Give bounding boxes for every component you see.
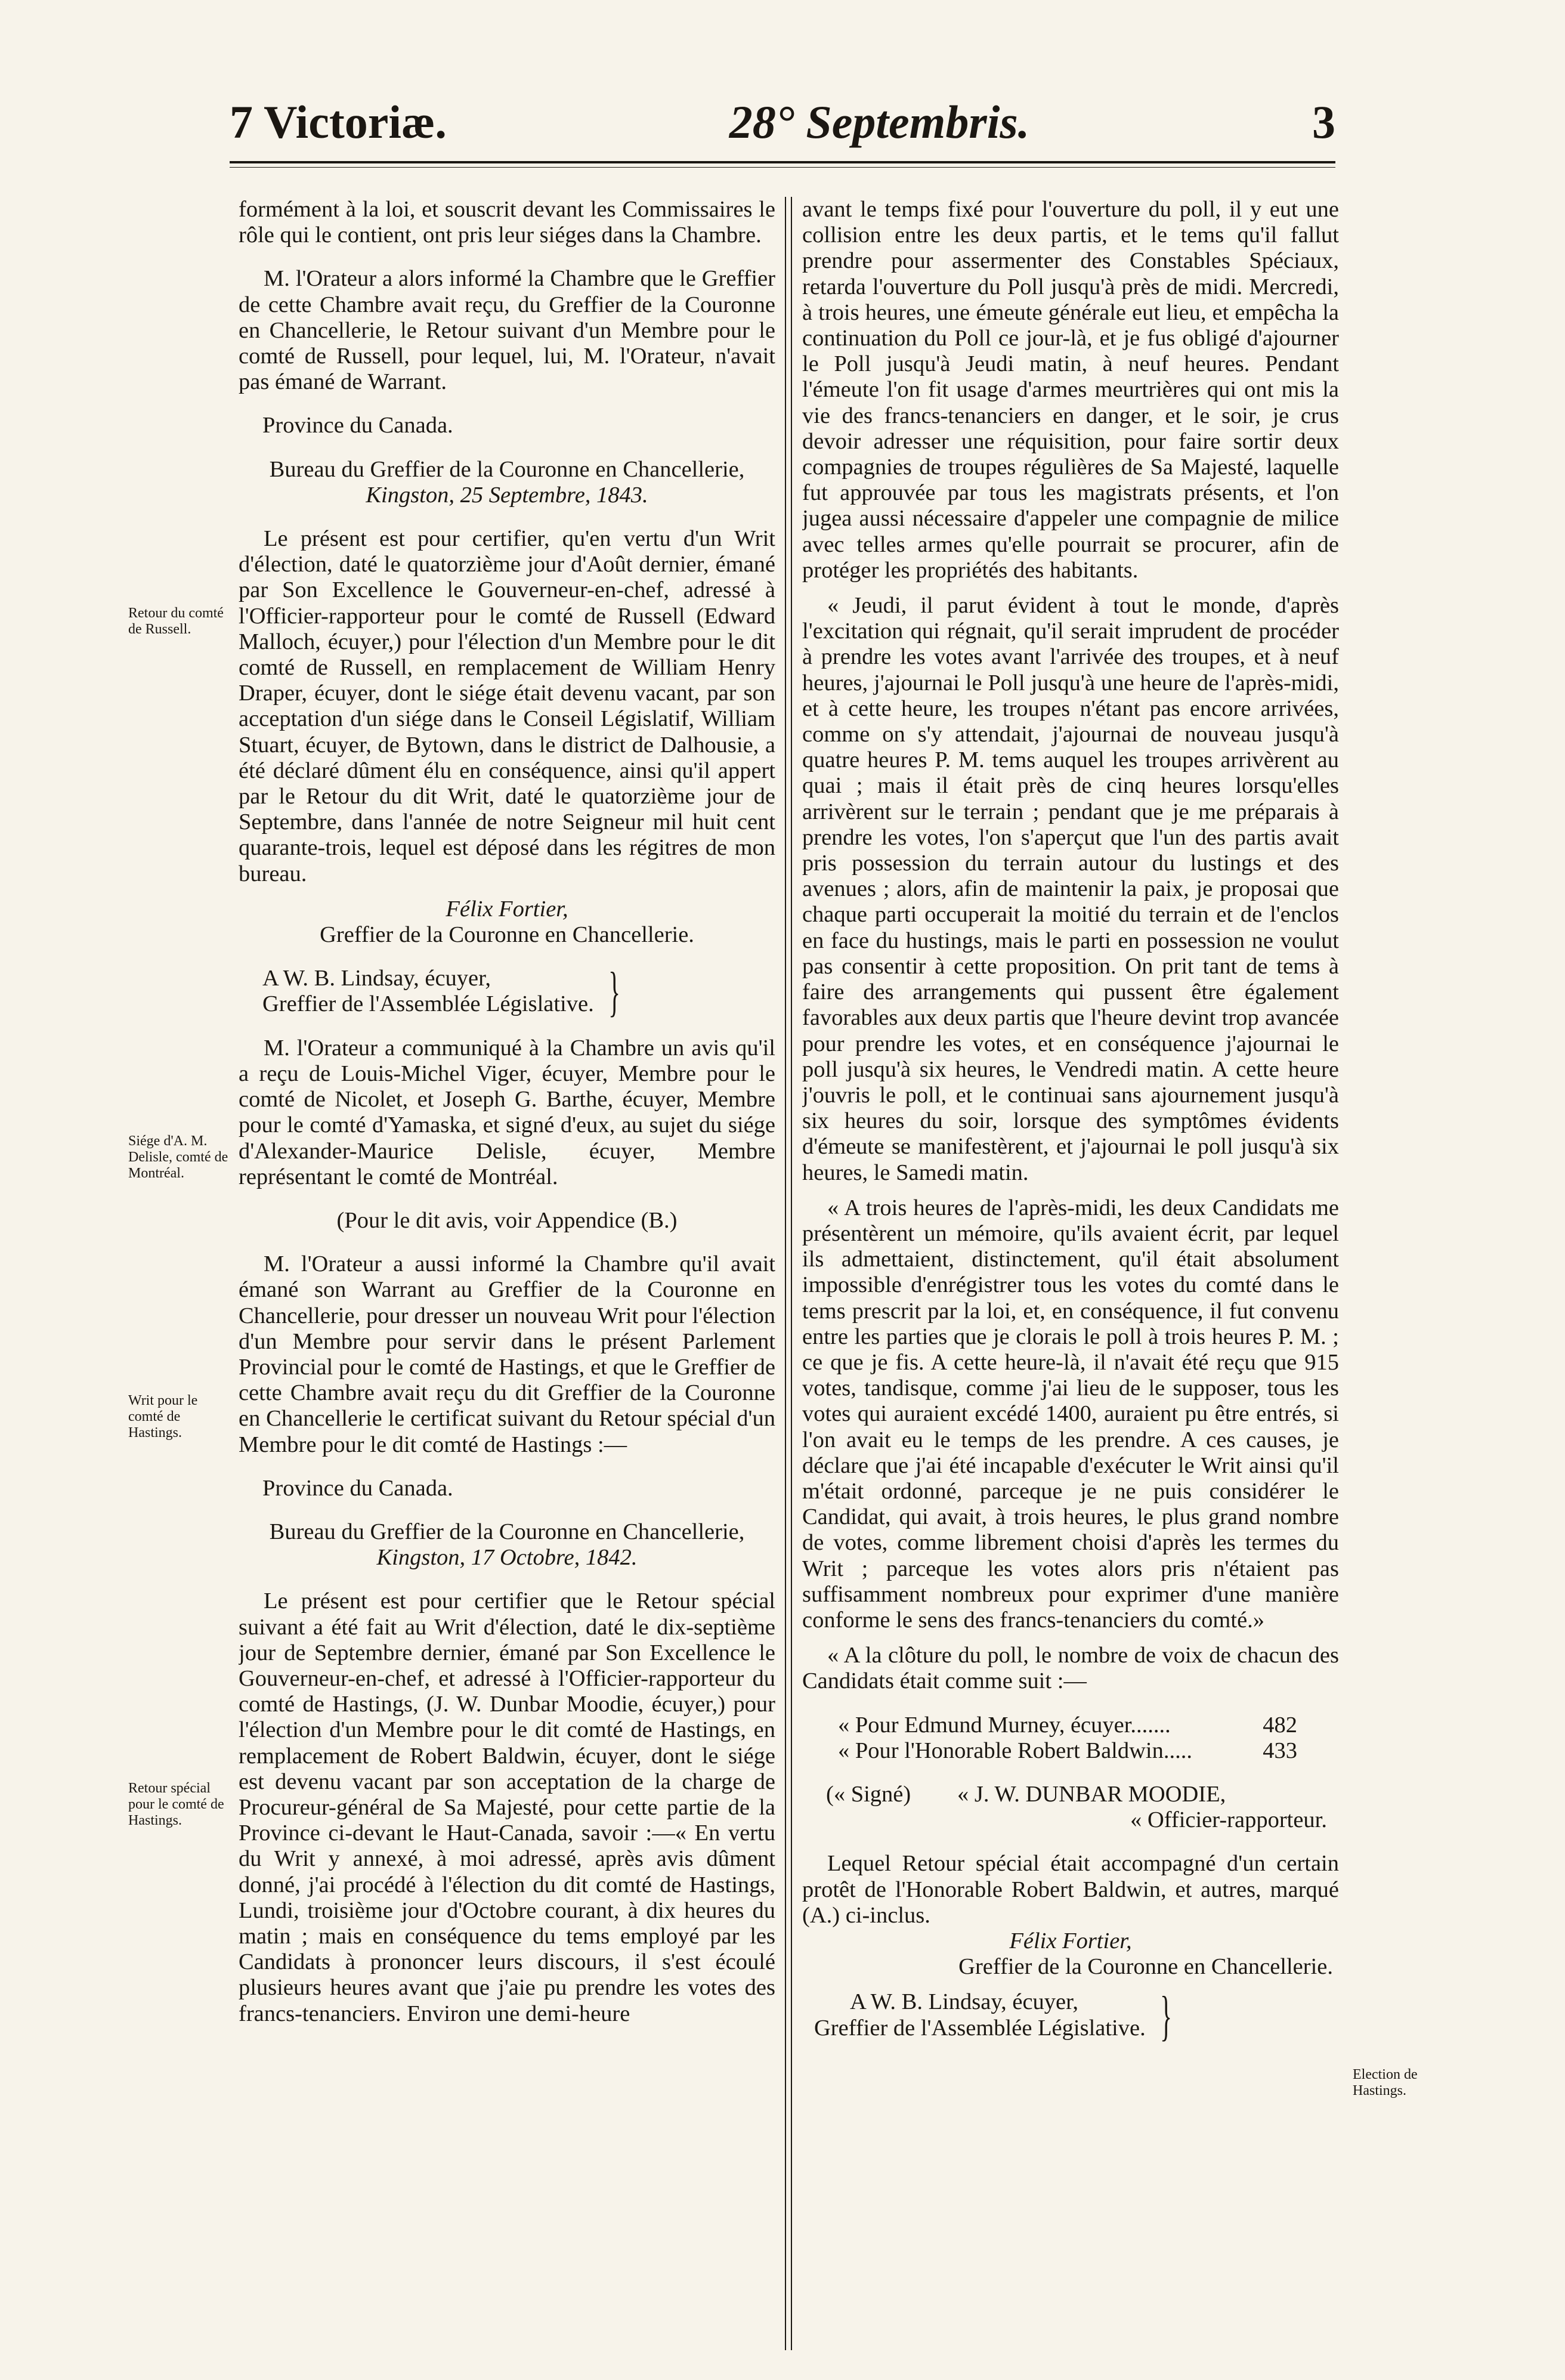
addressee-block <box>802 1985 1339 2046</box>
addressee-name: A W. B. Lindsay, écuyer, <box>850 1989 1079 2015</box>
tally-candidate: « Pour l'Honorable Robert Baldwin..... <box>838 1738 1192 1763</box>
signed-prefix: (« Signé) <box>826 1781 911 1807</box>
left-column <box>239 197 775 2350</box>
bureau-line: Bureau du Greffier de la Couronne en Chancellerie, <box>269 1519 745 1544</box>
header-rule <box>230 161 1335 168</box>
header-regnal-year: 7 Victoriæ. <box>230 96 447 148</box>
tally-votes: 482 <box>1263 1712 1297 1738</box>
margin-note-hastings-writ: Writ pour le comté de Hastings. <box>128 1393 198 1441</box>
signed-title: « Officier-rapporteur. <box>1130 1807 1327 1833</box>
tally-candidate: « Pour Edmund Murney, écuyer....... <box>838 1712 1171 1738</box>
addressee-name: A W. B. Lindsay, écuyer, <box>262 966 491 991</box>
vote-tally-row <box>802 1713 1339 1738</box>
right-column <box>802 197 1339 2350</box>
paragraph: « A trois heures de l'après-midi, les deux Candidats me présentèrent un mémoire, qu'ils avaient écrit, par lequel ils admettaient, distinctement, qu'il était absolument impossible d'enrégistrer tous les votes du comté dans le tems prescrit par la loi, et, en conséquence, il fut convenu entre les parties que je clorais le poll à trois heures P. M. ; ce que je fis. A cette heure-là, il n'avait été reçu que 915 votes, tandisque, comme j'ai lieu de le supposer, tous les votes qui auraient excédé 1400, auraient pu être entrés, si l'on avait eu le temps de les prendre. A ces causes, je déclare que j'ai été incapable d'exécuter le Writ ainsi qu'il m'était ordonné, parceque je ne puis considérer le Candidat, qui avait, à trois heures, le plus grand nombre de votes, comme librement choisi d'après les termes du Writ ; parceque les votes alors pris n'étaient pas suffisamment nombreux pour exprimer d'une manière conforme le sens des francs-tenanciers du comté.» <box>802 1195 1339 1633</box>
margin-note-delisle: Siége d'A. M. Delisle, comté de Montréal. <box>128 1133 228 1181</box>
signature-title: Greffier de la Couronne en Chancellerie. <box>958 1954 1333 1980</box>
margin-note-russell: Retour du comté de Russell. <box>128 605 224 637</box>
brace-glyph: } <box>608 961 620 1022</box>
date-line: Kingston, 17 Octobre, 1842. <box>376 1545 638 1571</box>
signature-title: Greffier de la Couronne en Chancellerie. <box>320 922 694 948</box>
paragraph: « A la clôture du poll, le nombre de voix de chacun des Candidats était comme suit :— <box>802 1643 1339 1694</box>
addressee-title: Greffier de l'Assemblée Législative. <box>814 2015 1146 2041</box>
province-line: Province du Canada. <box>262 413 453 438</box>
bureau-line: Bureau du Greffier de la Couronne en Chancellerie, <box>269 456 745 482</box>
column-divider <box>785 197 792 2350</box>
paragraph: « Jeudi, il parut évident à tout le monde, d'après l'excitation qui régnait, qu'il serait imprudent de procéder à prendre les votes avant l'arrivée des troupes, et à neuf heures, j'ajournai le Poll jusqu'à une heure de l'après-midi, et à cette heure, les troupes n'étant pas encore arrivées, comme on s'y attendait, j'ajournai de nouveau jusqu'à quatre heures P. M. tems auquel les troupes arrivèrent au quai ; mais il était près de cinq heures lorsqu'elles arrivèrent sur le terrain ; pendant que je me préparais à prendre les votes, l'on s'aperçut que l'un des partis avait pris possession du terrain autour du lustings et des avenues ; alors, afin de maintenir la paix, je proposai que chaque parti occuperait la moitié du terrain et de l'enclos en face du hustings, mais le parti en possession ne voulut pas consentir à cette proposition. On prit tant de tems à faire des arrangements qui pussent être également favorables aux deux partis que l'heure devint trop avancée pour prendre les votes, et en conséquence j'ajournai le poll jusqu'à six heures, le Vendredi matin. A cette heure j'ouvris le poll, et le continuai sans ajournement jusqu'à six heures du soir, lorsque des symptômes évidents d'émeute se manifestèrent, et j'ajournai le poll jusqu'à six heures, le Samedi matin. <box>802 593 1339 1185</box>
header-date: 28° Septembris. <box>729 96 1030 148</box>
appendix-note: (Pour le dit avis, voir Appendice (B.) <box>336 1207 678 1233</box>
signed-line <box>802 1782 1339 1807</box>
page-number: 3 <box>1312 96 1335 148</box>
province-line: Province du Canada. <box>262 1475 453 1501</box>
vote-tally-row <box>802 1738 1339 1764</box>
paragraph: avant le temps fixé pour l'ouverture du poll, il y eut une collision entre les deux partis, et le tems qu'il fallut prendre pour assermenter des Constables Spéciaux, retarda l'ouverture du Poll jusqu'à près de midi. Mercredi, à trois heures, une émeute générale eut lieu, et empêcha la continuation du Poll ce jour-là, et je fus obligé d'ajourner le Poll jusqu'à Jeudi matin, à neuf heures. Pendant l'émeute l'on fit usage d'armes meurtrières qui ont mis la vie des francs-tenanciers en danger, et le soir, je crus devoir adresser une réquisition, pour faire sortir deux compagnies de troupes régulières de Sa Majesté, laquelle fut approuvée par tous les magistrats présents, et l'on jugea aussi nécessaire d'appeler une compagnie de milice avec telles armes qu'elle pourrait se procurer, afin de protéger les propriétés des habitants. <box>802 197 1339 583</box>
paragraph: M. l'Orateur a alors informé la Chambre que le Greffier de cette Chambre avait reçu, du Greffier de la Couronne en Chancellerie, le Retour suivant d'un Membre pour le comté de Russell, pour lequel, lui, M. l'Orateur, n'avait pas émané de Warrant. <box>239 266 775 395</box>
signed-name: « J. W. DUNBAR MOODIE, <box>957 1781 1226 1807</box>
brace-glyph: } <box>1159 1985 1172 2046</box>
paragraph: Le présent est pour certifier que le Retour spécial suivant a été fait au Writ d'élection, daté le dix-septième jour de Septembre dernier, émané par Son Excellence le Gouverneur-en-chef, et adressé à l'Officier-rapporteur du comté de Hastings, (J. W. Dunbar Moodie, écuyer,) pour l'élection d'un Membre pour le dit comté de Hastings, en remplacement de Robert Baldwin, écuyer, dont le siége est devenu vacant par son acceptation de la charge de Procureur-général de Sa Majesté, pour cette partie de la Province ci-devant le Haut-Canada, savoir :—« En vertu du Writ y annexé, à moi adressé, après avis dûment donné, j'ai procédé à l'élection du dit comté de Hastings, Lundi, troisième jour d'Octobre courant, à dix heures du matin ; mais en conséquence du tems employé par les Candidats à prononcer leurs discours, il s'est écoulé plusieurs heures avant que j'aie pu prendre les votes des francs-tenanciers. Environ une demi-heure <box>239 1588 775 2026</box>
signature-name: Félix Fortier, <box>1009 1928 1132 1954</box>
running-head <box>230 95 1335 149</box>
signature-name: Félix Fortier, <box>446 896 568 922</box>
paragraph: Le présent est pour certifier, qu'en vertu d'un Writ d'élection, daté le quatorzième jour d'Août dernier, émané par Son Excellence le Gouverneur-en-chef, adressé à l'Officier-rapporteur pour le comté de Russell (Edward Malloch, écuyer,) pour l'élection d'un Membre pour le dit comté de Russell, en remplacement de William Henry Draper, écuyer, dont le siége était devenu vacant, par son acceptation d'un siége dans le Conseil Législatif, William Stuart, écuyer, de Bytown, dans le district de Dalhousie, a été déclaré dûment élu en conséquence, ainsi qu'il appert par le Retour du dit Writ, daté le quatorzième jour de Septembre, dans l'année de notre Seigneur mil huit cent quarante-trois, lequel est déposé dans les régitres de mon bureau. <box>239 526 775 886</box>
tally-votes: 433 <box>1263 1738 1297 1763</box>
paragraph: Lequel Retour spécial était accompagné d'un certain protêt de l'Honorable Robert Baldwin, et autres, marqué (A.) ci-inclus. <box>802 1851 1339 1928</box>
addressee-title: Greffier de l'Assemblée Législative. <box>262 991 594 1017</box>
paragraph: M. l'Orateur a aussi informé la Chambre qu'il avait émané son Warrant au Greffier de la Couronne en Chancellerie, pour dresser un nouveau Writ pour l'élection d'un Membre pour servir dans le présent Parlement Provincial pour le comté de Hastings, et que le Greffier de cette Chambre avait reçu du dit Greffier de la Couronne en Chancellerie le certificat suivant du Retour spécial d'un Membre pour le dit comté de Hastings :— <box>239 1251 775 1457</box>
addressee-block <box>239 961 775 1022</box>
paragraph: formément à la loi, et souscrit devant les Commissaires le rôle qui le contient, ont pris leur siéges dans la Chambre. <box>239 197 775 248</box>
date-line: Kingston, 25 Septembre, 1843. <box>366 482 648 508</box>
margin-note-hastings-retour: Retour spécial pour le comté de Hastings. <box>128 1781 224 1828</box>
margin-note-hastings-election: Election de Hastings. <box>1353 2067 1418 2098</box>
paragraph: M. l'Orateur a communiqué à la Chambre un avis qu'il a reçu de Louis-Michel Viger, écuyer, Membre pour le comté de Nicolet, et Joseph G. Barthe, écuyer, Membre pour le comté d'Yamaska, et signé d'eux, au sujet du siége d'Alexander-Maurice Delisle, écuyer, Membre représentant le comté de Montréal. <box>239 1035 775 1189</box>
